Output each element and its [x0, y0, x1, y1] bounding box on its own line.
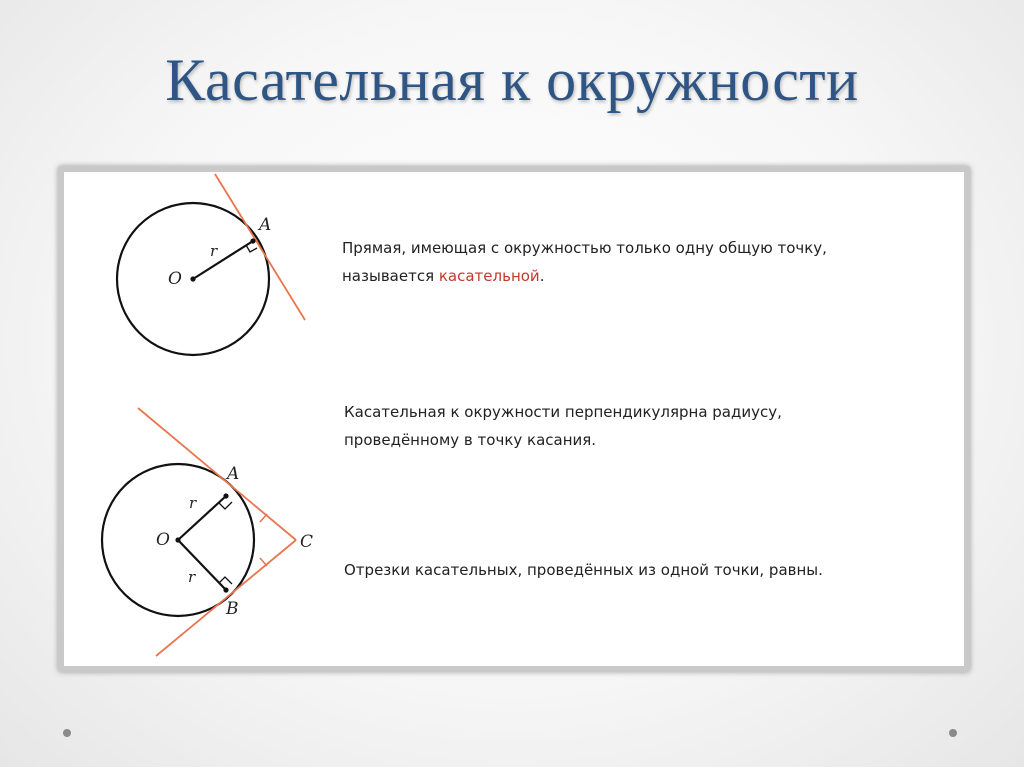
center-point-2 — [175, 537, 180, 542]
radius-1 — [193, 241, 253, 279]
definition-prefix: называется — [342, 267, 439, 285]
tangent-point-a-1 — [250, 238, 255, 243]
equal-segments-text: Отрезки касательных, проведённых из одной точки, равны. — [344, 561, 823, 579]
definition-period: . — [539, 267, 545, 285]
tangent-line-a — [138, 408, 296, 540]
perpendicular-property-text — [344, 398, 782, 454]
label-a-1: A — [259, 215, 272, 235]
right-angle-mark-b — [219, 577, 232, 584]
tangent-line-b — [156, 540, 296, 656]
label-o-1: O — [168, 269, 182, 289]
slide-title: Касательная к окружности — [165, 47, 859, 113]
tangent-term: касательной — [438, 267, 540, 285]
radius-oa — [178, 496, 226, 540]
content-frame — [58, 166, 970, 672]
perpendicular-line-1: Касательная к окружности перпендикулярна радиусу, — [344, 403, 782, 421]
nav-dot-left — [63, 729, 71, 737]
tangent-point-b-2 — [223, 587, 228, 592]
tangent-line-1 — [215, 174, 305, 320]
label-a-2: A — [227, 464, 240, 484]
definition-line-2 — [342, 262, 827, 290]
right-angle-mark-1 — [246, 245, 257, 252]
tangent-definition-diagram — [64, 172, 364, 422]
definition-line-1: Прямая, имеющая с окружностью только одну общую точку, — [342, 239, 827, 257]
two-tangents-diagram — [64, 402, 364, 667]
label-c-2: C — [300, 532, 314, 552]
label-r-1: r — [210, 242, 218, 260]
perpendicular-line-2: проведённому в точку касания. — [344, 431, 597, 449]
equal-tick-a — [260, 514, 267, 522]
equal-tick-b — [260, 558, 267, 566]
nav-dot-right — [949, 729, 957, 737]
label-b-2: B — [226, 599, 239, 619]
label-o-2: O — [156, 530, 170, 550]
content-panel — [64, 172, 964, 666]
label-r-bottom: r — [188, 568, 196, 586]
definition-text — [342, 234, 827, 290]
tangent-point-a-2 — [223, 493, 228, 498]
center-point-1 — [190, 276, 195, 281]
right-angle-mark-a — [219, 502, 232, 509]
label-r-top: r — [189, 494, 197, 512]
